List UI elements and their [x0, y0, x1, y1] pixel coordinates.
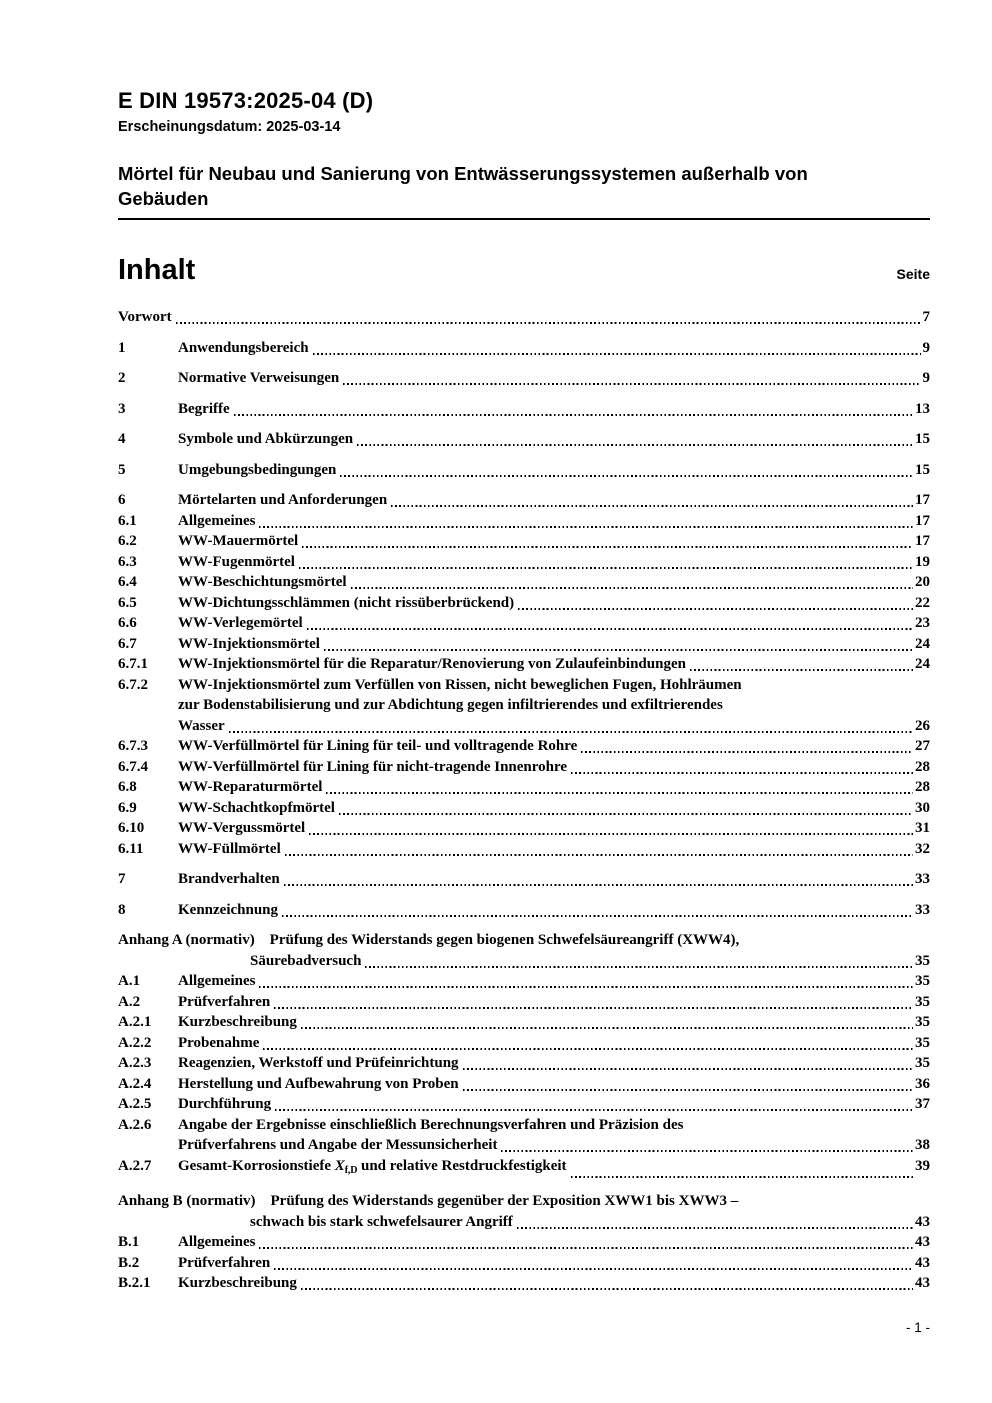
toc-entry[interactable]	[118, 429, 930, 450]
toc-entry-line	[178, 1012, 930, 1033]
toc-entry-number: B.2	[118, 1254, 140, 1271]
toc-entry-line	[178, 1033, 930, 1054]
dotted-leader	[463, 1089, 913, 1091]
toc-entry-line	[178, 634, 930, 655]
toc-entry-page: 33	[915, 871, 930, 887]
toc-entry[interactable]	[118, 593, 930, 614]
toc-entry[interactable]	[118, 839, 930, 860]
dotted-leader	[176, 322, 921, 324]
toc-entry-label	[178, 552, 295, 573]
toc-entry-text: Anhang B (normativ) Prüfung des Widerstands gegenüber der Exposition XWW1 bis XWW3 –	[118, 1193, 739, 1209]
dotted-leader	[339, 813, 913, 815]
toc-entry-text: WW-Verlegemörtel	[178, 615, 303, 631]
toc-entry[interactable]	[118, 1115, 930, 1156]
toc-entry[interactable]	[118, 460, 930, 481]
toc-entry-text: Vorwort	[118, 309, 172, 325]
toc-entry-line	[178, 736, 930, 757]
toc-entry-label	[178, 992, 270, 1013]
dotted-leader	[301, 1027, 913, 1029]
toc-entry[interactable]	[118, 338, 930, 359]
toc-entry-number: 8	[118, 901, 126, 918]
toc-entry-text: WW-Injektionsmörtel zum Verfüllen von Rissen, nicht beweglichen Fugen, Hohlräumen	[178, 676, 742, 693]
dotted-leader	[274, 1268, 913, 1270]
toc-entry-page: 39	[915, 1157, 930, 1174]
page-content	[118, 0, 930, 1294]
toc-entry[interactable]	[118, 736, 930, 757]
toc-entry[interactable]	[118, 531, 930, 552]
toc-entry-label	[178, 368, 339, 389]
document-title-line-2: Gebäuden	[118, 188, 209, 209]
toc-entry-label	[178, 1273, 297, 1294]
toc-entry-line	[178, 818, 930, 839]
toc-entry-line	[118, 1191, 930, 1212]
toc-entry-text: Prüfverfahren	[178, 993, 271, 1010]
toc-entry-label	[178, 1033, 259, 1054]
toc-entry-text: Durchführung	[178, 1096, 272, 1112]
toc-entry-number: 6.9	[118, 799, 137, 816]
toc-entry-number: A.2.5	[118, 1096, 152, 1112]
toc-entry-number: B.1	[118, 1234, 140, 1250]
toc-entry[interactable]	[118, 1094, 930, 1115]
toc-entry-page: 9	[922, 339, 930, 356]
toc-entry-text: Umgebungsbedingungen	[178, 461, 337, 478]
toc-entry[interactable]	[118, 971, 930, 992]
toc-entry-number: A.2.4	[118, 1075, 152, 1092]
toc-entry-page: 33	[915, 901, 930, 918]
toc-entry-line	[178, 1253, 930, 1274]
toc-entry-text: WW-Vergussmörtel	[178, 820, 306, 836]
toc-entry-label	[178, 1156, 567, 1182]
toc-entry-line	[178, 1135, 930, 1156]
toc-entry-number: 6.7.2	[118, 676, 148, 693]
toc-entry-page: 17	[915, 492, 930, 508]
toc-entry-page: 38	[915, 1137, 930, 1153]
toc-entry-number: A.2.1	[118, 1014, 152, 1030]
toc-entry-number: 6.8	[118, 779, 137, 795]
toc-entry-page: 43	[915, 1275, 930, 1291]
toc-entry-number: 3	[118, 400, 126, 417]
toc-entry-text: zur Bodenstabilisierung und zur Abdichtung gegen infiltrierendes und exfiltrierendes	[178, 697, 723, 713]
toc-entry-text: WW-Füllmörtel	[178, 840, 281, 857]
dotted-leader	[340, 475, 913, 477]
toc-entry-page: 13	[915, 400, 930, 417]
toc-entry[interactable]	[118, 777, 930, 798]
toc-entry-page: 35	[915, 952, 930, 969]
toc-entry-label	[178, 429, 353, 450]
document-title-line-1: Mörtel für Neubau und Sanierung von Entwässerungssystemen außerhalb von	[118, 163, 808, 184]
toc-entry-text: WW-Verfüllmörtel für Lining für teil- und volltragende Rohre	[178, 738, 578, 754]
toc-entry-text: Begriffe	[178, 400, 230, 417]
toc-entry-text: Allgemeines	[178, 973, 256, 989]
dotted-leader	[391, 505, 913, 507]
toc-entry-label	[178, 1074, 459, 1095]
dotted-leader	[501, 1150, 913, 1152]
toc-entry-line	[178, 593, 930, 614]
dotted-leader	[301, 1288, 913, 1290]
toc-entry-line	[178, 490, 930, 511]
toc-entry[interactable]	[118, 1033, 930, 1054]
toc-entry-line	[178, 338, 930, 359]
toc-entry-text: Kurzbeschreibung	[178, 1275, 297, 1291]
toc-entry-label	[178, 839, 281, 860]
toc-entry-line	[178, 368, 930, 389]
dotted-leader	[571, 772, 913, 774]
toc-entry-line	[178, 1074, 930, 1095]
toc-entry-line	[178, 460, 930, 481]
toc-entry-text: und relative Restdruckfestigkeit	[357, 1157, 567, 1174]
dotted-leader	[307, 628, 913, 630]
dotted-leader	[284, 884, 913, 886]
toc-entry[interactable]	[118, 992, 930, 1013]
toc-entry-number: 2	[118, 370, 126, 386]
toc-entry-label	[178, 511, 255, 532]
toc-entry-number: 7	[118, 871, 126, 887]
toc-entry-text: WW-Verfüllmörtel für Lining für nicht-tragende Innenrohre	[178, 758, 568, 775]
publication-date: Erscheinungsdatum: 2025-03-14	[118, 119, 341, 135]
toc-entry[interactable]	[118, 368, 930, 389]
toc-entry-page: 37	[915, 1096, 930, 1112]
toc-entry-label	[178, 716, 225, 737]
toc-entry-number: 6.7	[118, 635, 137, 652]
dotted-leader	[259, 1247, 913, 1249]
toc-entry-text: WW-Dichtungsschlämmen (nicht rissüberbrückend)	[178, 594, 515, 611]
toc-entry-page: 27	[915, 738, 930, 754]
dotted-leader	[365, 966, 913, 968]
dotted-leader	[571, 1176, 913, 1178]
toc-entry[interactable]	[118, 634, 930, 655]
toc-entry-label	[178, 593, 514, 614]
toc-entry-label	[178, 490, 387, 511]
toc-entry-page: 19	[915, 553, 930, 570]
toc-entry-page: 28	[915, 758, 930, 775]
page-column-label: Seite	[896, 266, 930, 282]
toc-entry-page: 28	[915, 779, 930, 795]
toc-entry-text: Anwendungsbereich	[178, 339, 309, 356]
toc-entry-label	[118, 307, 172, 328]
toc-entry[interactable]	[118, 572, 930, 593]
toc-entry-page: 31	[915, 820, 930, 836]
toc-entry-text: Allgemeines	[178, 1234, 256, 1250]
toc-entry-text: Mörtelarten und Anforderungen	[178, 492, 388, 508]
toc-entry[interactable]	[118, 307, 930, 328]
toc-entry-page: 43	[915, 1234, 930, 1250]
toc-entry-label	[178, 777, 322, 798]
toc-entry-number: 6.10	[118, 820, 145, 836]
toc-entry-line	[178, 971, 930, 992]
toc-entry[interactable]	[118, 654, 930, 675]
toc-entry-page: 17	[915, 533, 930, 549]
toc-entry-line	[178, 552, 930, 573]
toc-entry-line	[178, 900, 930, 921]
toc-entry-number: A.2	[118, 993, 141, 1010]
dotted-leader	[351, 587, 913, 589]
toc-entry-number: 6	[118, 492, 126, 508]
toc-entry[interactable]	[118, 757, 930, 778]
toc-entry-label	[178, 757, 567, 778]
dotted-leader	[229, 731, 913, 733]
dotted-leader	[274, 1007, 913, 1009]
toc-entry-line	[178, 798, 930, 819]
page-number-footer: - 1 -	[905, 1320, 930, 1335]
toc-entry[interactable]	[118, 930, 930, 971]
symbol-text: X	[334, 1157, 345, 1174]
dotted-leader	[275, 1109, 913, 1111]
toc-entry-text: schwach bis stark schwefelsaurer Angriff	[250, 1213, 513, 1230]
toc-entry-line	[118, 930, 930, 951]
toc-entry-text: WW-Injektionsmörtel für die Reparatur/Renovierung von Zulaufeinbindungen	[178, 656, 686, 672]
toc-entry-label	[178, 1053, 459, 1074]
toc-entry-line	[178, 1115, 930, 1136]
toc-entry-number: A.2.6	[118, 1116, 152, 1133]
toc-list	[118, 307, 930, 1294]
toc-entry-text: WW-Reparaturmörtel	[178, 779, 323, 795]
toc-entry[interactable]	[118, 675, 930, 737]
dotted-leader	[581, 751, 913, 753]
toc-entry-text: Kennzeichnung	[178, 901, 279, 918]
toc-entry[interactable]	[118, 399, 930, 420]
toc-entry-label	[178, 818, 305, 839]
document-number: E DIN 19573:2025-04 (D)	[118, 88, 374, 113]
toc-entry-number: 6.1	[118, 512, 137, 529]
toc-entry-label	[178, 798, 335, 819]
toc-heading: Inhalt	[118, 254, 196, 286]
toc-entry-page: 15	[915, 461, 930, 478]
toc-entry[interactable]	[118, 490, 930, 511]
toc-entry-line	[178, 716, 930, 737]
toc-entry-text: Probenahme	[178, 1034, 260, 1051]
toc-entry-label	[178, 1012, 297, 1033]
toc-entry-text: Angabe der Ergebnisse einschließlich Berechnungsverfahren und Präzision des	[178, 1116, 684, 1133]
toc-entry-page: 36	[915, 1075, 930, 1092]
dotted-leader	[309, 833, 913, 835]
toc-entry-line	[250, 1212, 930, 1233]
toc-entry-label	[178, 634, 320, 655]
toc-entry-label	[178, 736, 577, 757]
toc-entry-page: 35	[915, 1055, 930, 1071]
toc-entry-page: 9	[922, 370, 930, 386]
toc-entry-page: 32	[915, 840, 930, 857]
toc-entry-line	[178, 399, 930, 420]
subscript-text: f,D	[344, 1164, 358, 1176]
dotted-leader	[259, 526, 913, 528]
toc-entry[interactable]	[118, 1273, 930, 1294]
toc-entry-page: 20	[915, 574, 930, 590]
toc-entry-line	[178, 1156, 930, 1182]
toc-entry-number: A.2.7	[118, 1157, 152, 1174]
toc-entry-page: 35	[915, 993, 930, 1010]
toc-entry-page: 24	[915, 635, 930, 652]
toc-entry-number: 4	[118, 431, 126, 447]
toc-entry-number: 6.7.1	[118, 656, 148, 672]
toc-entry[interactable]	[118, 818, 930, 839]
toc-entry-number: 6.4	[118, 574, 137, 590]
toc-entry-line	[178, 613, 930, 634]
toc-entry-number: 6.6	[118, 615, 137, 631]
toc-entry-label	[250, 951, 361, 972]
dotted-leader	[302, 546, 913, 548]
toc-entry-text: Normative Verweisungen	[178, 370, 340, 386]
toc-entry-text: Reagenzien, Werkstoff und Prüfeinrichtung	[178, 1055, 459, 1071]
toc-entry-label	[178, 338, 309, 359]
toc-entry-line	[178, 1273, 930, 1294]
toc-entry-label	[178, 399, 230, 420]
toc-entry-text: WW-Mauermörtel	[178, 533, 299, 549]
toc-entry-label	[178, 613, 303, 634]
toc-entry-text: Prüfverfahrens und Angabe der Messunsicherheit	[178, 1137, 498, 1153]
dotted-leader	[313, 353, 921, 355]
toc-entry-label	[178, 460, 336, 481]
dotted-leader	[690, 669, 913, 671]
toc-entry-line	[178, 992, 930, 1013]
toc-entry[interactable]	[118, 1253, 930, 1274]
dotted-leader	[343, 383, 920, 385]
toc-entry-line	[178, 1232, 930, 1253]
toc-entry-label	[178, 971, 255, 992]
toc-entry-text: Gesamt-Korrosionstiefe	[178, 1157, 335, 1174]
dotted-leader	[282, 915, 913, 917]
dotted-leader	[259, 986, 913, 988]
toc-entry-text: Allgemeines	[178, 512, 256, 529]
toc-entry-line	[178, 429, 930, 450]
toc-entry-text: Kurzbeschreibung	[178, 1014, 297, 1030]
toc-entry-page: 7	[922, 309, 930, 325]
toc-entry-page: 26	[915, 717, 930, 734]
toc-entry-text: Herstellung und Aufbewahrung von Proben	[178, 1075, 459, 1092]
toc-entry-number: A.2.2	[118, 1034, 152, 1051]
toc-entry-label	[178, 531, 298, 552]
toc-entry-label	[250, 1212, 513, 1233]
toc-entry-label	[178, 654, 686, 675]
toc-entry-line	[178, 695, 930, 716]
toc-entry-line	[178, 675, 930, 696]
toc-entry[interactable]	[118, 1053, 930, 1074]
toc-entry-line	[178, 531, 930, 552]
toc-entry-line	[178, 757, 930, 778]
toc-entry-label	[178, 572, 347, 593]
toc-entry[interactable]	[118, 1156, 930, 1182]
toc-entry[interactable]	[118, 869, 930, 890]
toc-entry-page: 22	[915, 594, 930, 611]
toc-entry[interactable]	[118, 1012, 930, 1033]
toc-entry[interactable]	[118, 1232, 930, 1253]
toc-entry-label	[178, 900, 278, 921]
toc-entry-text: WW-Schachtkopfmörtel	[178, 799, 335, 816]
toc-entry[interactable]	[118, 552, 930, 573]
toc-entry-label	[178, 1135, 497, 1156]
toc-entry-label	[178, 1232, 255, 1253]
toc-header	[118, 254, 930, 286]
toc-entry[interactable]	[118, 511, 930, 532]
toc-entry-page: 23	[915, 615, 930, 631]
dotted-leader	[517, 1227, 913, 1229]
toc-entry-page: 30	[915, 799, 930, 816]
toc-entry-page: 43	[915, 1254, 930, 1271]
toc-entry-number: 6.7.4	[118, 758, 148, 775]
toc-entry-page: 35	[915, 973, 930, 989]
toc-entry-text: Brandverhalten	[178, 871, 280, 887]
toc-entry[interactable]	[118, 613, 930, 634]
toc-entry-line	[118, 307, 930, 328]
toc-entry-text: Anhang A (normativ) Prüfung des Widerstands gegen biogenen Schwefelsäureangriff (XWW4),	[118, 932, 740, 948]
toc-entry-number: 5	[118, 461, 126, 478]
toc-entry-line	[178, 572, 930, 593]
toc-entry-line	[178, 777, 930, 798]
dotted-leader	[263, 1048, 913, 1050]
toc-entry-line	[178, 511, 930, 532]
toc-entry-line	[178, 839, 930, 860]
toc-entry-label	[178, 869, 280, 890]
dotted-leader	[285, 854, 913, 856]
toc-entry[interactable]	[118, 1074, 930, 1095]
toc-entry-text: Symbole und Abkürzungen	[178, 431, 354, 447]
toc-entry-number: 6.7.3	[118, 738, 148, 754]
toc-entry-number: 6.2	[118, 533, 137, 549]
toc-entry-page: 15	[915, 431, 930, 447]
toc-entry-number: A.1	[118, 973, 141, 989]
toc-entry-label	[178, 1094, 271, 1115]
toc-entry-text: Prüfverfahren	[178, 1254, 271, 1271]
dotted-leader	[234, 414, 913, 416]
toc-entry-line	[178, 1053, 930, 1074]
toc-entry-text: WW-Fugenmörtel	[178, 553, 295, 570]
toc-entry-line	[250, 951, 930, 972]
toc-entry-page: 35	[915, 1014, 930, 1030]
toc-entry-page: 43	[915, 1213, 930, 1230]
toc-entry-line	[178, 654, 930, 675]
toc-entry-number: 6.11	[118, 840, 144, 857]
toc-entry-text: Wasser	[178, 717, 225, 734]
dotted-leader	[518, 608, 913, 610]
dotted-leader	[326, 792, 913, 794]
toc-entry-text: Säurebadversuch	[250, 952, 362, 969]
dotted-leader	[463, 1068, 913, 1070]
dotted-leader	[299, 567, 913, 569]
toc-entry-line	[178, 1094, 930, 1115]
toc-entry-page: 35	[915, 1034, 930, 1051]
toc-entry-page: 17	[915, 512, 930, 529]
toc-entry-text: WW-Beschichtungsmörtel	[178, 574, 347, 590]
toc-entry-number: A.2.3	[118, 1055, 152, 1071]
toc-entry-page: 24	[915, 656, 930, 672]
toc-entry-text: WW-Injektionsmörtel	[178, 635, 320, 652]
toc-entry-label	[178, 1253, 270, 1274]
toc-entry-line	[178, 869, 930, 890]
dotted-leader	[357, 444, 913, 446]
toc-entry[interactable]	[118, 900, 930, 921]
toc-entry-number: 6.5	[118, 594, 137, 611]
toc-entry[interactable]	[118, 798, 930, 819]
toc-entry[interactable]	[118, 1191, 930, 1232]
toc-entry-number: 1	[118, 339, 126, 356]
document-title	[118, 161, 930, 220]
toc-entry-number: B.2.1	[118, 1275, 151, 1291]
dotted-leader	[324, 649, 913, 651]
toc-entry-number: 6.3	[118, 553, 137, 570]
